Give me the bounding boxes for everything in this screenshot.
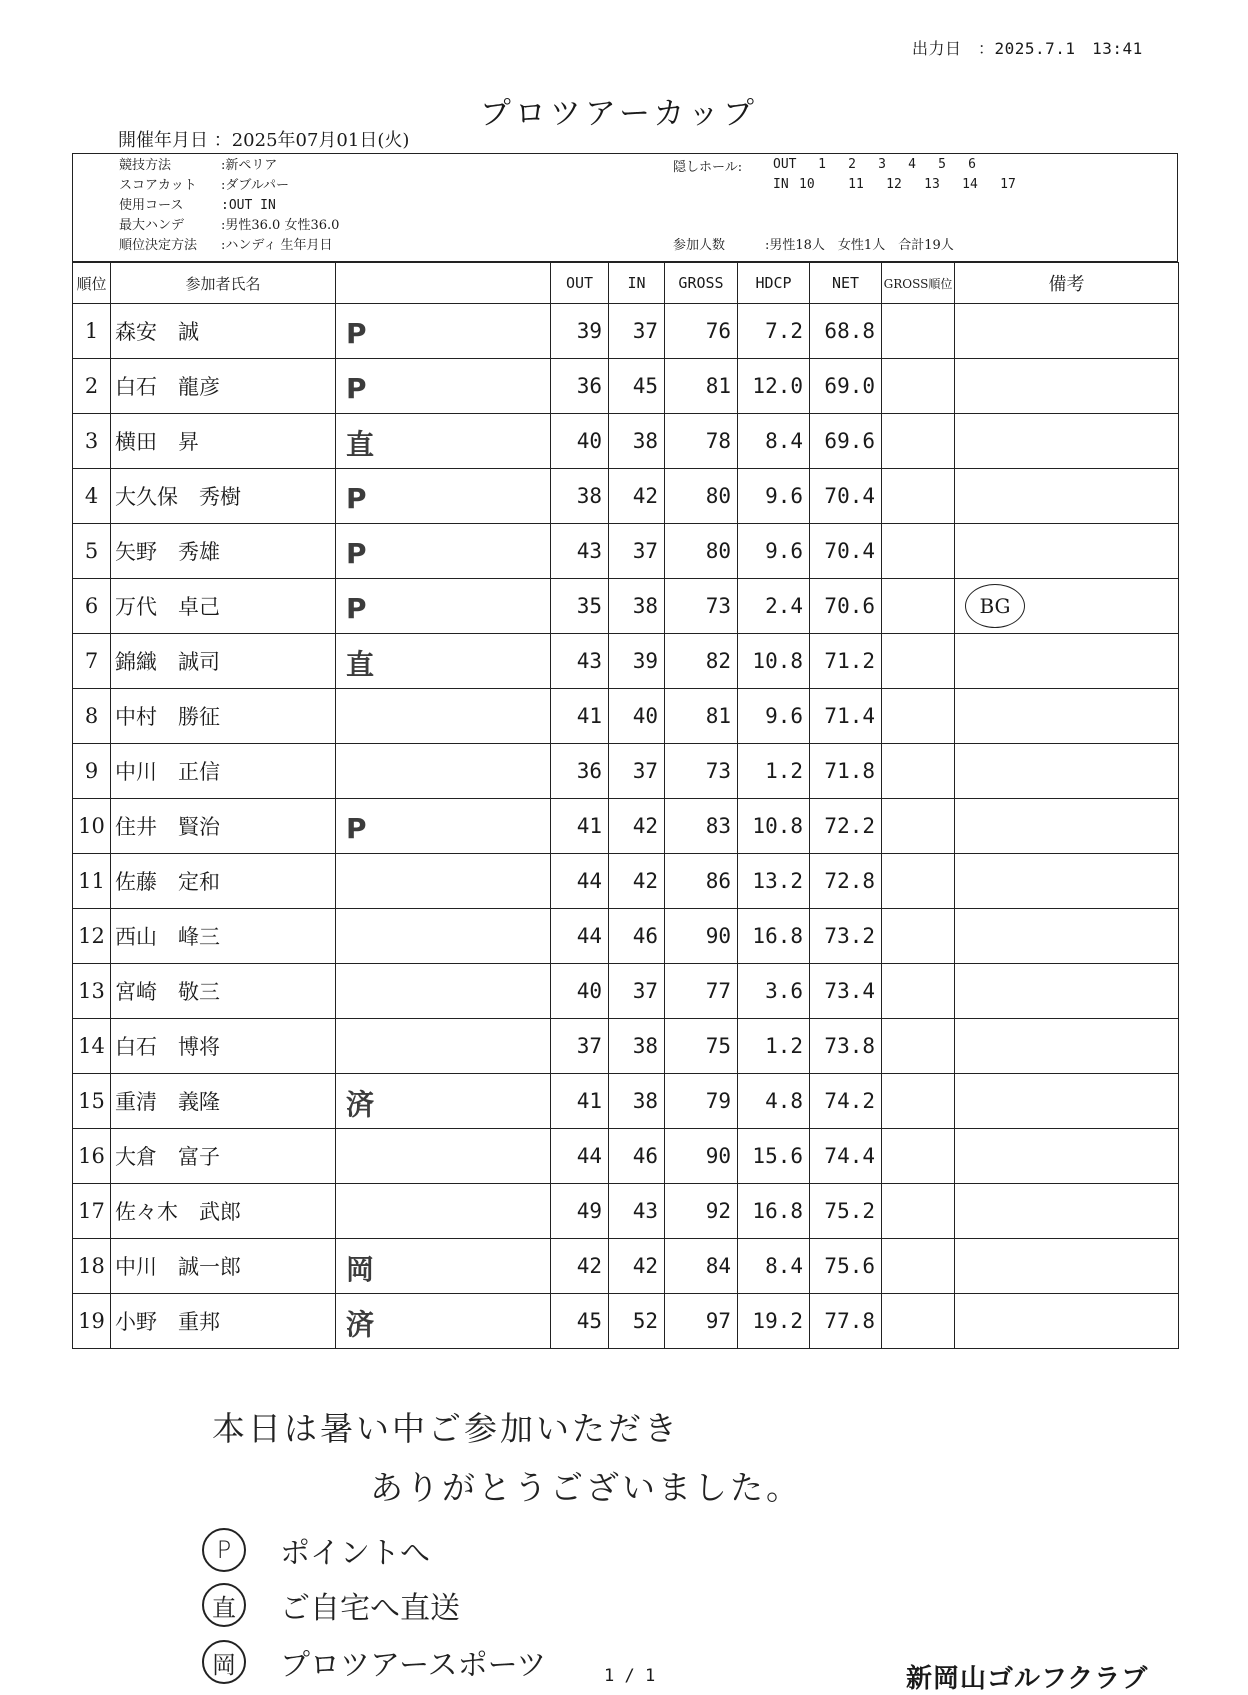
- out-score: 36: [551, 744, 609, 799]
- hdcp-value: 2.4: [738, 579, 810, 634]
- gross-rank-cell: [882, 1294, 955, 1349]
- rank-cell: 14: [73, 1019, 111, 1074]
- table-row: [73, 744, 1179, 799]
- remarks-cell: [955, 1129, 1179, 1184]
- in-score: 40: [609, 689, 665, 744]
- out-score: 49: [551, 1184, 609, 1239]
- mark-cell: [336, 1129, 551, 1184]
- legend-item-direct: [202, 1583, 460, 1627]
- table-row: [73, 1019, 1179, 1074]
- net-score: 77.8: [810, 1294, 882, 1349]
- hole: 12: [886, 177, 902, 192]
- out-score: 43: [551, 524, 609, 579]
- gross-score: 81: [665, 689, 738, 744]
- rank-cell: 13: [73, 964, 111, 1019]
- in-score: 38: [609, 1074, 665, 1129]
- remarks-cell: [955, 469, 1179, 524]
- out-score: 40: [551, 414, 609, 469]
- net-score: 71.8: [810, 744, 882, 799]
- remarks-cell: [955, 1074, 1179, 1129]
- gross-rank-cell: [882, 359, 955, 414]
- table-row: [73, 524, 1179, 579]
- out-score: 40: [551, 964, 609, 1019]
- hdcp-value: 1.2: [738, 744, 810, 799]
- gross-rank-cell: [882, 964, 955, 1019]
- legend-text: ポイントへ: [280, 1536, 430, 1571]
- gross-rank-cell: [882, 909, 955, 964]
- col-header-mark: [336, 263, 551, 304]
- rank-cell: 7: [73, 634, 111, 689]
- participants: [673, 234, 954, 253]
- info-label: 競技方法: [119, 158, 172, 173]
- mark-cell: [336, 414, 551, 469]
- remarks-cell: [955, 964, 1179, 1019]
- delivery-stamp: P: [346, 536, 367, 570]
- hdcp-value: 15.6: [738, 1129, 810, 1184]
- table-header-row: [73, 263, 1179, 304]
- handwritten-thanks-line1: 本日は暑い中ご参加いただき: [212, 1409, 680, 1448]
- table-row: [73, 1184, 1179, 1239]
- info-value: :新ペリア: [221, 158, 278, 173]
- remarks-cell: [955, 579, 1179, 634]
- legend-item-point: [202, 1528, 430, 1572]
- remarks-cell: [955, 1019, 1179, 1074]
- out-score: 42: [551, 1239, 609, 1294]
- net-score: 70.6: [810, 579, 882, 634]
- name-cell: 小野 重邦: [111, 1294, 336, 1349]
- legend-symbol-circle: 直: [202, 1583, 246, 1627]
- hdcp-value: 16.8: [738, 1184, 810, 1239]
- name-cell: 白石 龍彦: [111, 359, 336, 414]
- hole: 1: [818, 157, 826, 172]
- remarks-cell: [955, 1239, 1179, 1294]
- rank-cell: 3: [73, 414, 111, 469]
- col-header-gross-rank: GROSS順位: [882, 263, 955, 304]
- gross-score: 90: [665, 1129, 738, 1184]
- table-row: [73, 909, 1179, 964]
- rank-cell: 9: [73, 744, 111, 799]
- col-header-rank: 順位: [73, 263, 111, 304]
- rank-cell: 15: [73, 1074, 111, 1129]
- gross-score: 76: [665, 304, 738, 359]
- name-cell: 大久保 秀樹: [111, 469, 336, 524]
- name-cell: 中川 誠一郎: [111, 1239, 336, 1294]
- remarks-cell: [955, 744, 1179, 799]
- hole-in-label: IN: [773, 177, 789, 192]
- info-maxhandi: [119, 214, 339, 233]
- legend-text: ご自宅へ直送: [280, 1591, 460, 1626]
- event-date: 開催年月日 ：2025年07月01日(火): [118, 130, 410, 151]
- out-score: 36: [551, 359, 609, 414]
- remarks-cell: [955, 414, 1179, 469]
- hidden-holes-label: 隠しホール:: [673, 160, 743, 175]
- mark-cell: [336, 799, 551, 854]
- name-cell: 佐藤 定和: [111, 854, 336, 909]
- in-score: 39: [609, 634, 665, 689]
- delivery-stamp: P: [346, 481, 367, 515]
- rank-cell: 4: [73, 469, 111, 524]
- name-cell: 万代 卓己: [111, 579, 336, 634]
- hole: 17: [1000, 177, 1016, 192]
- gross-score: 90: [665, 909, 738, 964]
- out-score: 44: [551, 854, 609, 909]
- net-score: 75.2: [810, 1184, 882, 1239]
- gross-rank-cell: [882, 1074, 955, 1129]
- out-score: 39: [551, 304, 609, 359]
- col-header-hdcp: HDCP: [738, 263, 810, 304]
- mark-cell: [336, 579, 551, 634]
- out-score: 41: [551, 1074, 609, 1129]
- remarks-cell: [955, 634, 1179, 689]
- gross-rank-cell: [882, 304, 955, 359]
- legend-symbol-circle: P: [202, 1528, 246, 1572]
- net-score: 73.4: [810, 964, 882, 1019]
- gross-rank-cell: [882, 579, 955, 634]
- info-scorecut: [119, 174, 289, 193]
- table-row: [73, 304, 1179, 359]
- net-score: 73.8: [810, 1019, 882, 1074]
- delivery-stamp: P: [346, 371, 367, 405]
- table-row: [73, 634, 1179, 689]
- rank-cell: 16: [73, 1129, 111, 1184]
- info-label: 最大ハンデ: [119, 218, 185, 233]
- hdcp-value: 10.8: [738, 799, 810, 854]
- hdcp-value: 12.0: [738, 359, 810, 414]
- mark-cell: [336, 1074, 551, 1129]
- remarks-cell: [955, 304, 1179, 359]
- delivery-stamp: 直: [346, 648, 375, 681]
- hidden-holes-out: [773, 157, 987, 172]
- remarks-cell: [955, 689, 1179, 744]
- in-score: 45: [609, 359, 665, 414]
- mark-cell: [336, 1239, 551, 1294]
- hdcp-value: 3.6: [738, 964, 810, 1019]
- delivery-stamp: 岡: [346, 1253, 375, 1286]
- table-row: [73, 579, 1179, 634]
- remarks-cell: [955, 909, 1179, 964]
- hdcp-value: 1.2: [738, 1019, 810, 1074]
- hole: 13: [924, 177, 940, 192]
- gross-rank-cell: [882, 414, 955, 469]
- table-row: [73, 414, 1179, 469]
- gross-rank-cell: [882, 1019, 955, 1074]
- name-cell: 佐々木 武郎: [111, 1184, 336, 1239]
- gross-rank-cell: [882, 469, 955, 524]
- info-label: 使用コース: [119, 198, 184, 213]
- in-score: 37: [609, 744, 665, 799]
- hdcp-value: 10.8: [738, 634, 810, 689]
- net-score: 69.6: [810, 414, 882, 469]
- info-value: :男性36.0 女性36.0: [221, 218, 340, 233]
- delivery-stamp: P: [346, 591, 367, 625]
- out-score: 44: [551, 1129, 609, 1184]
- gross-score: 84: [665, 1239, 738, 1294]
- hole: 10: [799, 177, 815, 192]
- in-score: 37: [609, 524, 665, 579]
- name-cell: 森安 誠: [111, 304, 336, 359]
- table-row: [73, 964, 1179, 1019]
- net-score: 72.2: [810, 799, 882, 854]
- hdcp-value: 4.8: [738, 1074, 810, 1129]
- delivery-stamp: P: [346, 316, 367, 350]
- net-score: 75.6: [810, 1239, 882, 1294]
- out-score: 38: [551, 469, 609, 524]
- in-score: 42: [609, 1239, 665, 1294]
- col-header-remarks: 備考: [955, 263, 1179, 304]
- net-score: 70.4: [810, 469, 882, 524]
- net-score: 74.2: [810, 1074, 882, 1129]
- name-cell: 横田 昇: [111, 414, 336, 469]
- hdcp-value: 8.4: [738, 1239, 810, 1294]
- name-cell: 宮崎 敬三: [111, 964, 336, 1019]
- table-row: [73, 689, 1179, 744]
- gross-score: 92: [665, 1184, 738, 1239]
- info-value: :OUT IN: [221, 198, 276, 213]
- net-score: 73.2: [810, 909, 882, 964]
- in-score: 46: [609, 1129, 665, 1184]
- hdcp-value: 16.8: [738, 909, 810, 964]
- mark-cell: [336, 469, 551, 524]
- hole: 3: [878, 157, 886, 172]
- rank-cell: 6: [73, 579, 111, 634]
- out-score: 43: [551, 634, 609, 689]
- hole: 6: [968, 157, 976, 172]
- delivery-stamp: P: [346, 811, 367, 845]
- in-score: 38: [609, 1019, 665, 1074]
- table-row: [73, 469, 1179, 524]
- table-row: [73, 1239, 1179, 1294]
- out-score: 41: [551, 689, 609, 744]
- print-date: 出力日 ：2025.7.1 13:41: [912, 39, 1143, 58]
- name-cell: 西山 峰三: [111, 909, 336, 964]
- in-score: 37: [609, 304, 665, 359]
- participants-value: :男性18人 女性1人 合計19人: [765, 238, 954, 253]
- title-text: プロツアーカップ: [479, 96, 759, 132]
- name-cell: 白石 博将: [111, 1019, 336, 1074]
- in-score: 42: [609, 799, 665, 854]
- gross-score: 82: [665, 634, 738, 689]
- table-row: [73, 799, 1179, 854]
- gross-rank-cell: [882, 634, 955, 689]
- results-body: [73, 304, 1179, 1349]
- net-score: 69.0: [810, 359, 882, 414]
- legend-item-protour: [202, 1640, 546, 1684]
- col-header-in: IN: [609, 263, 665, 304]
- info-ranking: [119, 234, 332, 253]
- net-score: 71.4: [810, 689, 882, 744]
- participants-label: 参加人数: [673, 238, 726, 253]
- hole: 5: [938, 157, 946, 172]
- rank-cell: 18: [73, 1239, 111, 1294]
- in-score: 43: [609, 1184, 665, 1239]
- legend-text: プロツアースポーツ: [280, 1648, 547, 1683]
- net-score: 71.2: [810, 634, 882, 689]
- remarks-cell: [955, 854, 1179, 909]
- delivery-stamp: 直: [346, 428, 375, 461]
- col-header-net: NET: [810, 263, 882, 304]
- hole: 4: [908, 157, 916, 172]
- remarks-cell: [955, 359, 1179, 414]
- mark-cell: [336, 744, 551, 799]
- in-score: 42: [609, 854, 665, 909]
- name-cell: 重清 義隆: [111, 1074, 336, 1129]
- mark-cell: [336, 854, 551, 909]
- in-score: 42: [609, 469, 665, 524]
- table-row: [73, 854, 1179, 909]
- gross-score: 81: [665, 359, 738, 414]
- mark-cell: [336, 359, 551, 414]
- hdcp-value: 7.2: [738, 304, 810, 359]
- gross-score: 77: [665, 964, 738, 1019]
- hole-out-label: OUT: [773, 157, 797, 172]
- name-cell: 錦織 誠司: [111, 634, 336, 689]
- gross-score: 73: [665, 579, 738, 634]
- name-cell: 住井 賢治: [111, 799, 336, 854]
- mark-cell: [336, 1294, 551, 1349]
- net-score: 72.8: [810, 854, 882, 909]
- table-row: [73, 1074, 1179, 1129]
- gross-rank-cell: [882, 689, 955, 744]
- hidden-holes-in: [773, 177, 1027, 192]
- handwritten-thanks-line2: ありがとうございました。: [370, 1468, 802, 1507]
- in-score: 37: [609, 964, 665, 1019]
- legend-symbol-circle: 岡: [202, 1640, 246, 1684]
- rank-cell: 11: [73, 854, 111, 909]
- gross-score: 97: [665, 1294, 738, 1349]
- gross-rank-cell: [882, 524, 955, 579]
- in-score: 38: [609, 414, 665, 469]
- info-course: [119, 194, 276, 213]
- net-score: 74.4: [810, 1129, 882, 1184]
- info-value: :ダブルパー: [221, 178, 289, 193]
- in-score: 46: [609, 909, 665, 964]
- delivery-stamp: 済: [346, 1308, 375, 1341]
- hdcp-value: 8.4: [738, 414, 810, 469]
- mark-cell: [336, 634, 551, 689]
- rank-cell: 5: [73, 524, 111, 579]
- mark-cell: [336, 1019, 551, 1074]
- gross-rank-cell: [882, 854, 955, 909]
- rank-cell: 2: [73, 359, 111, 414]
- rank-cell: 10: [73, 799, 111, 854]
- name-cell: 矢野 秀雄: [111, 524, 336, 579]
- gross-score: 78: [665, 414, 738, 469]
- gross-score: 80: [665, 469, 738, 524]
- gross-score: 86: [665, 854, 738, 909]
- gross-rank-cell: [882, 1129, 955, 1184]
- page-number: 1 / 1: [604, 1666, 656, 1686]
- name-cell: 中川 正信: [111, 744, 336, 799]
- rank-cell: 19: [73, 1294, 111, 1349]
- rank-cell: 8: [73, 689, 111, 744]
- remarks-cell: [955, 1184, 1179, 1239]
- name-cell: 大倉 富子: [111, 1129, 336, 1184]
- in-score: 38: [609, 579, 665, 634]
- gross-rank-cell: [882, 744, 955, 799]
- remarks-cell: [955, 524, 1179, 579]
- out-score: 45: [551, 1294, 609, 1349]
- gross-score: 80: [665, 524, 738, 579]
- table-row: [73, 1294, 1179, 1349]
- out-score: 35: [551, 579, 609, 634]
- info-method: [119, 154, 277, 173]
- hole: 2: [848, 157, 856, 172]
- info-value: :ハンディ 生年月日: [221, 238, 333, 253]
- remarks-cell: [955, 1294, 1179, 1349]
- hdcp-value: 9.6: [738, 524, 810, 579]
- name-cell: 中村 勝征: [111, 689, 336, 744]
- remarks-cell: [955, 799, 1179, 854]
- hole: 14: [962, 177, 978, 192]
- delivery-stamp: 済: [346, 1088, 375, 1121]
- gross-rank-cell: [882, 1239, 955, 1294]
- hdcp-value: 9.6: [738, 689, 810, 744]
- mark-cell: [336, 964, 551, 1019]
- col-header-out: OUT: [551, 263, 609, 304]
- mark-cell: [336, 304, 551, 359]
- out-score: 37: [551, 1019, 609, 1074]
- gross-score: 73: [665, 744, 738, 799]
- out-score: 41: [551, 799, 609, 854]
- hole: 11: [848, 177, 864, 192]
- mark-cell: [336, 689, 551, 744]
- gross-score: 79: [665, 1074, 738, 1129]
- net-score: 70.4: [810, 524, 882, 579]
- results-table: [72, 262, 1179, 1349]
- competition-info-box: [72, 153, 1178, 262]
- table-row: [73, 359, 1179, 414]
- gross-rank-cell: [882, 799, 955, 854]
- col-header-gross: GROSS: [665, 263, 738, 304]
- hdcp-value: 19.2: [738, 1294, 810, 1349]
- col-header-name: 参加者氏名: [111, 263, 336, 304]
- rank-cell: 17: [73, 1184, 111, 1239]
- rank-cell: 12: [73, 909, 111, 964]
- in-score: 52: [609, 1294, 665, 1349]
- mark-cell: [336, 524, 551, 579]
- club-name: 新岡山ゴルフクラブ: [906, 1664, 1149, 1694]
- best-gross-mark: BG: [965, 584, 1025, 628]
- info-label: スコアカット: [119, 178, 197, 193]
- table-row: [73, 1129, 1179, 1184]
- net-score: 68.8: [810, 304, 882, 359]
- info-label: 順位決定方法: [119, 238, 198, 253]
- hdcp-value: 13.2: [738, 854, 810, 909]
- mark-cell: [336, 1184, 551, 1239]
- gross-score: 83: [665, 799, 738, 854]
- gross-rank-cell: [882, 1184, 955, 1239]
- out-score: 44: [551, 909, 609, 964]
- hdcp-value: 9.6: [738, 469, 810, 524]
- mark-cell: [336, 909, 551, 964]
- rank-cell: 1: [73, 304, 111, 359]
- gross-score: 75: [665, 1019, 738, 1074]
